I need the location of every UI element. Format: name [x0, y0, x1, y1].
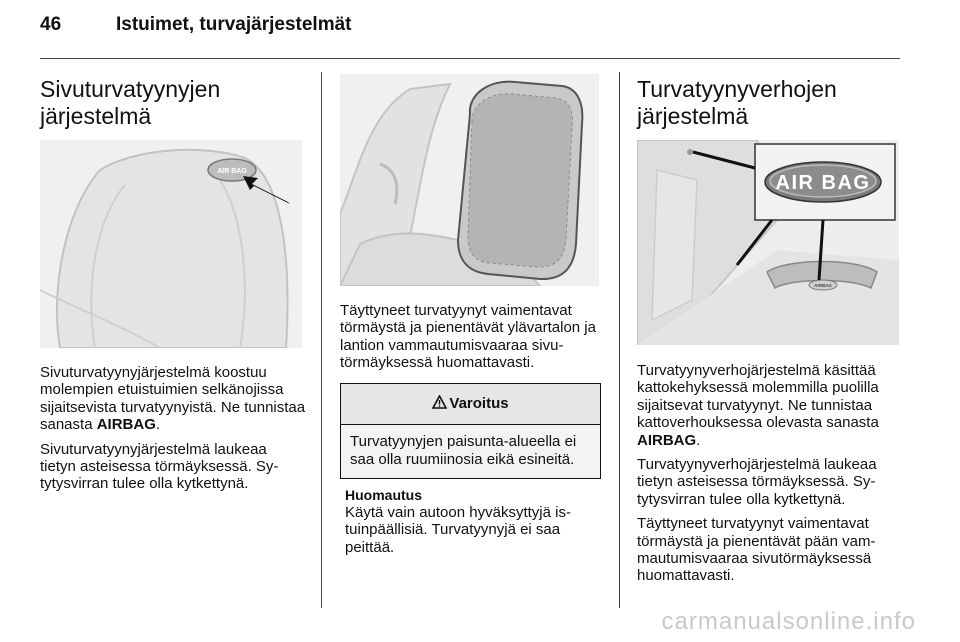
column-divider-left [321, 72, 322, 608]
chapter-title: Istuimet, turvajärjestelmät [116, 14, 352, 35]
left-para1-text: Sivuturvatyynyjärjestelmä koostuu molempien etuistuimien selkänojissa sijaitsevista turvatyynyistä. Ne tunnistaa sanasta [40, 364, 306, 434]
warning-header [341, 384, 600, 425]
side-airbag-illustration [40, 140, 302, 348]
curtain-airbag-label: AIR BAG [775, 172, 871, 194]
headliner-airbag-drawing [637, 140, 899, 345]
warning-box [340, 383, 601, 479]
right-para1-end: . [696, 431, 701, 449]
seat-airbag-label: AIR BAG [217, 168, 247, 175]
right-paragraph-3: Täyttyneet turvatyynyt vaimentavat törmäystä ja pienentävät pään vammautumisvaaraa sivutörmäyksessä huomattavasti. [637, 515, 876, 585]
right-paragraph-1 [637, 362, 903, 449]
seat-airbag-label-drawing [40, 140, 302, 348]
curtain-airbag-illustration [637, 140, 899, 345]
watermark: carmanualsonline.info [661, 608, 916, 635]
left-paragraph-1 [40, 364, 306, 434]
warning-triangle-icon [432, 385, 447, 399]
page-number: 46 [40, 14, 62, 35]
left-text-block [40, 364, 306, 500]
note-block [345, 487, 599, 563]
middle-text-block [340, 302, 602, 379]
deployed-airbag-drawing [340, 74, 599, 286]
right-para1-text: Turvatyynyverhojärjestelmä käsittää kattokehyksessä molemmilla puolilla sijaitsevat turvatyynyt. Ne tunnistaa kattoverhouksessa olevasta sanasta [637, 362, 879, 432]
side-airbag-heading: Sivuturvatyynyjen järjestelmä [40, 76, 221, 129]
right-text-block [637, 362, 903, 592]
column-divider-right [619, 72, 620, 608]
warning-text: Turvatyynyjen paisunta-alueella ei saa olla ruumiinosia eikä esineitä. [350, 433, 577, 468]
seat-airbag-deployed-illustration [340, 74, 599, 286]
page-header [40, 14, 351, 36]
right-heading-block [637, 76, 899, 130]
right-para1-bold: AIRBAG [637, 431, 697, 449]
curtain-airbag-heading: Turvatyynyverhojen järjestelmä [637, 76, 837, 129]
warning-title: Varoitus [449, 395, 509, 412]
note-title: Huomautus [345, 487, 422, 503]
left-para1-end: . [155, 416, 161, 434]
note-text: Käytä vain autoon hyväksyttyjä istuinpäällisiä. Turvatyynyjä ei saa peittää. [345, 504, 571, 556]
middle-paragraph-1: Täyttyneet turvatyynyt vaimentavat törmäystä ja pienentävät ylävartalon ja lantion vammautumisvaaraa sivutörmäyksessä huomattavasti. [340, 302, 596, 372]
left-heading-block [40, 76, 302, 130]
left-paragraph-2: Sivuturvatyynyjärjestelmä laukeaa tietyn asteisessa törmäyksessä. Sytytysvirran tulee olla kytkettynä. [40, 440, 279, 493]
right-paragraph-2: Turvatyynyverhojärjestelmä laukeaa tietyn asteisessa törmäyksessä. Sytytysvirran tulee olla kytkettynä. [637, 456, 877, 508]
headliner-small-label: AIRBAG [814, 283, 832, 288]
left-para1-bold: AIRBAG [96, 416, 156, 434]
header-divider [40, 58, 900, 59]
